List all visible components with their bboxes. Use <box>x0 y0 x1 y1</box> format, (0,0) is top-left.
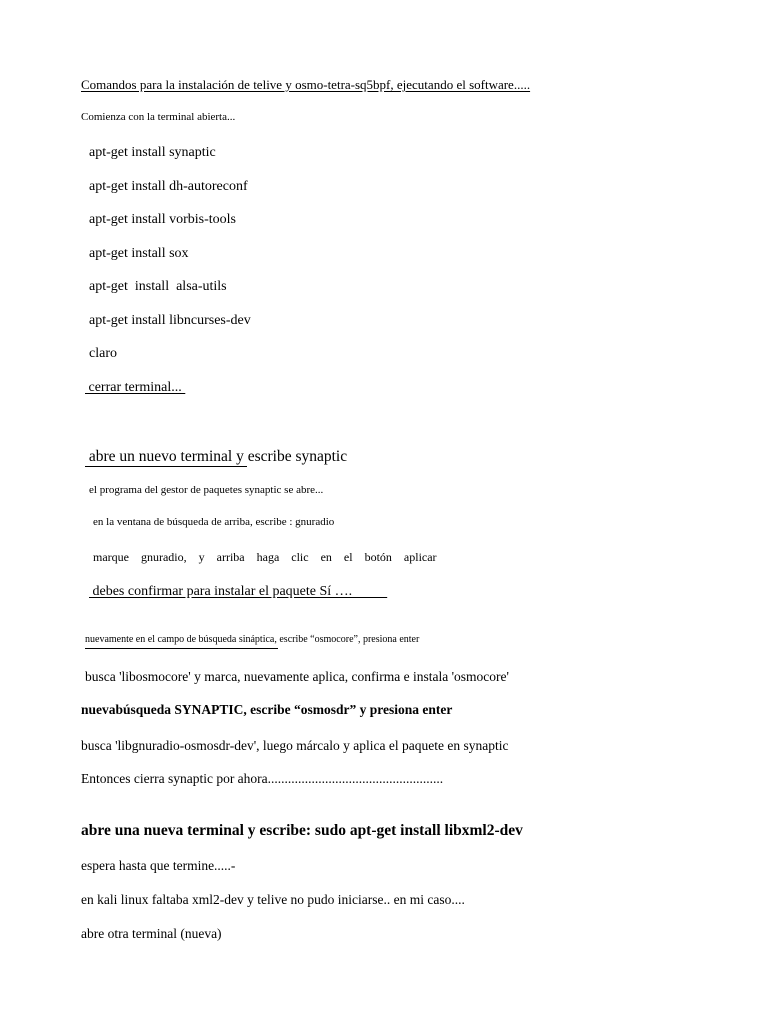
command-line: apt-get install synaptic <box>89 145 216 160</box>
wait-step: espera hasta que termine.....- <box>81 858 236 873</box>
command-line: apt-get install sox <box>89 246 189 261</box>
libosmocore-step: busca 'libosmocore' y marca, nuevamente aplica, confirma e instala 'osmocore' <box>85 669 509 684</box>
new-terminal-step: abre un nuevo terminal y escribe synaptic <box>85 448 348 465</box>
command-line: apt-get install vorbis-tools <box>89 212 236 227</box>
mark-gnuradio-step: marque gnuradio, y arriba haga clic en el botón aplicar <box>93 550 437 564</box>
document-title: Comandos para la instalación de telive y osmo-tetra-sq5bpf, ejecutando el software..... <box>81 77 531 92</box>
intro-text: Comienza con la terminal abierta... <box>81 111 236 123</box>
synaptic-opens-step: el programa del gestor de paquetes synaptic se abre... <box>89 484 324 496</box>
command-line: apt-get install dh-autoreconf <box>89 179 248 194</box>
libgnuradio-osmosdr-step: busca 'libgnuradio-osmosdr-dev', luego márcalo y aplica el paquete en synaptic <box>81 738 509 753</box>
command-line: apt-get install alsa-utils <box>89 279 227 294</box>
underline-rule <box>85 466 247 467</box>
command-line: claro <box>89 346 117 361</box>
install-libxml2-step: abre una nueva terminal y escribe: sudo apt-get install libxml2-dev <box>81 822 523 839</box>
command-line: apt-get install libncurses-dev <box>89 313 251 328</box>
confirm-install-step: debes confirmar para instalar el paquete Sí …. <box>89 584 388 599</box>
search-osmosdr-step: nuevabúsqueda SYNAPTIC, escribe “osmosdr” y presiona enter <box>81 702 453 717</box>
close-terminal-note: cerrar terminal... <box>85 380 186 395</box>
close-synaptic-step: Entonces cierra synaptic por ahora.................................................... <box>81 771 444 786</box>
open-other-terminal-step: abre otra terminal (nueva) <box>81 926 222 941</box>
underline-rule <box>85 648 278 649</box>
kali-linux-note: en kali linux faltaba xml2-dev y telive no pudo iniciarse.. en mi caso.... <box>81 892 465 907</box>
search-osmocore-step: nuevamente en el campo de búsqueda sináptica, escribe “osmocore”, presiona enter <box>85 634 420 645</box>
search-gnuradio-step: en la ventana de búsqueda de arriba, escribe : gnuradio <box>93 516 335 528</box>
